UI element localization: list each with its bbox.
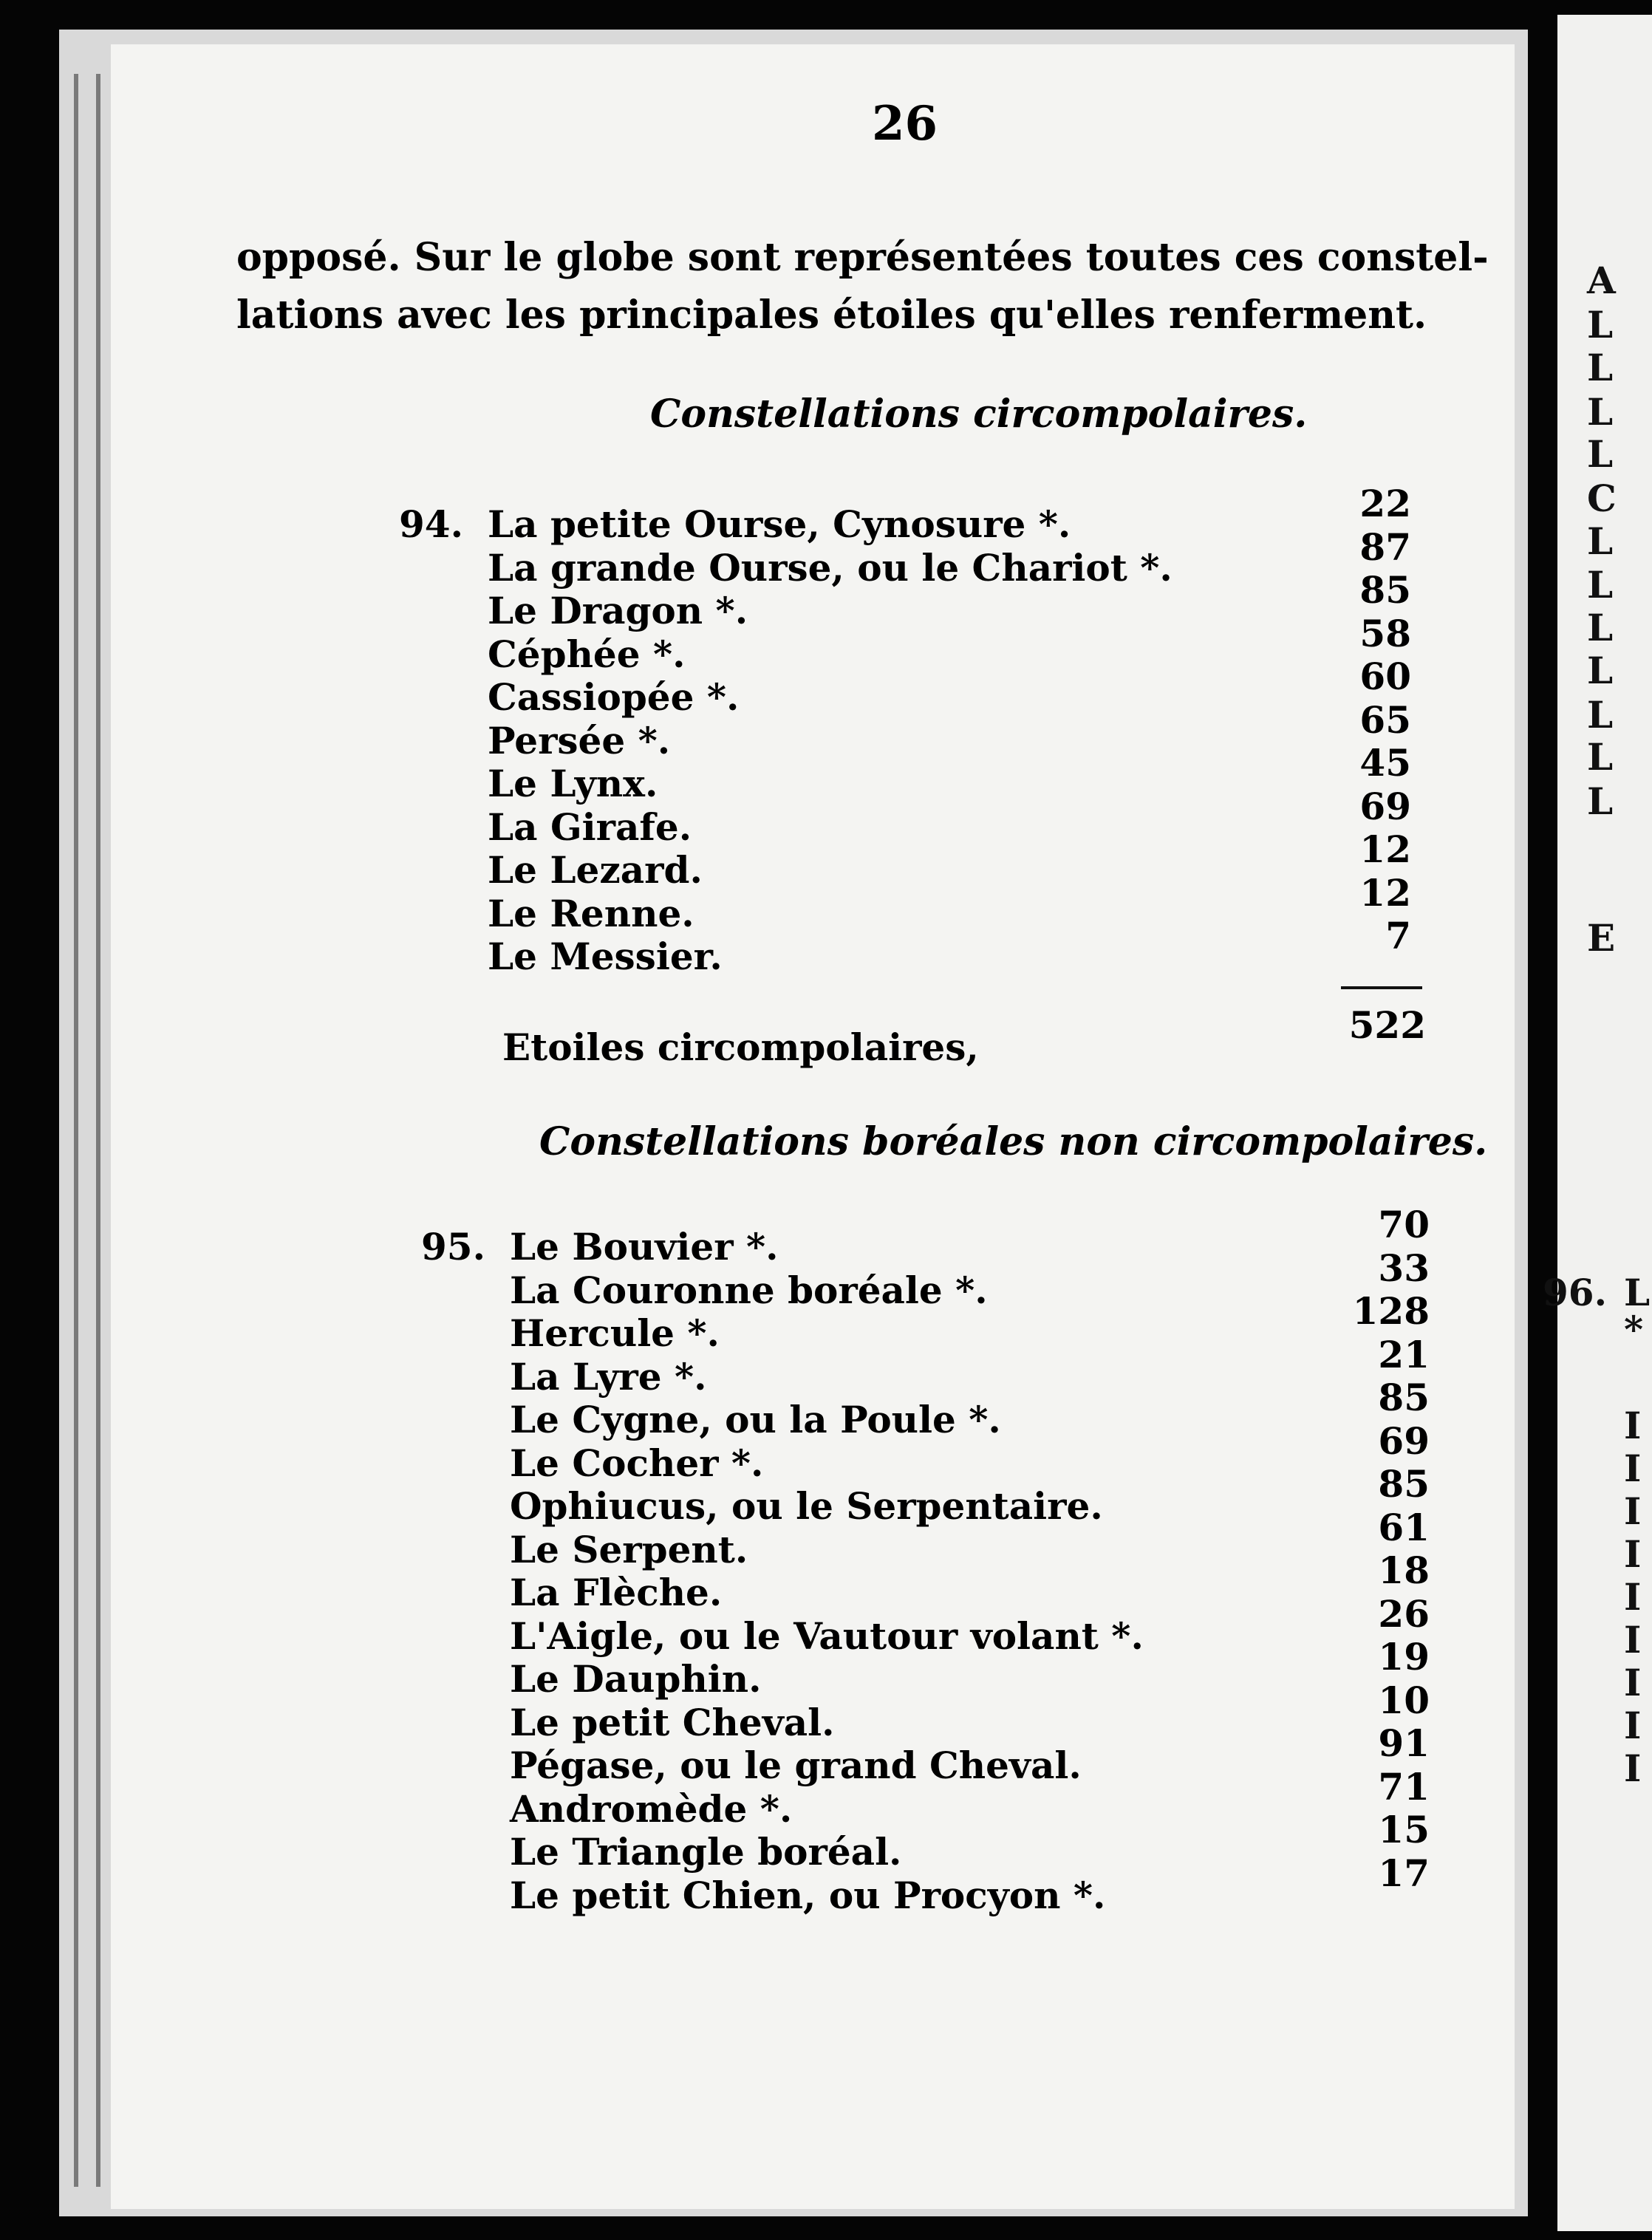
next-page-fragment: L xyxy=(1587,303,1614,346)
star-count: 65 xyxy=(1359,697,1411,742)
star-count: 10 xyxy=(1378,1678,1430,1722)
constellation-name: Le Cygne, ou la Poule *. xyxy=(510,1398,1001,1441)
intro-line: lations avec les principales étoiles qu'elles renferment. xyxy=(236,293,1427,338)
next-page-fragment: I xyxy=(1624,1704,1642,1747)
section-number: 94. xyxy=(399,502,463,546)
constellation-name: Le Lezard. xyxy=(488,848,703,892)
constellation-name: Cassiopée *. xyxy=(488,675,740,719)
constellation-name: La Girafe. xyxy=(488,805,692,849)
constellation-name: L'Aigle, ou le Vautour volant *. xyxy=(510,1614,1144,1658)
star-count: 128 xyxy=(1352,1289,1430,1333)
constellation-name: Hercule *. xyxy=(510,1311,720,1355)
next-page-fragment: E xyxy=(1587,916,1616,960)
star-count: 85 xyxy=(1359,568,1411,612)
next-page-fragment: L xyxy=(1587,649,1614,692)
constellation-name: La Flèche. xyxy=(510,1571,723,1614)
star-count: 58 xyxy=(1359,611,1411,655)
star-count: 22 xyxy=(1359,482,1411,525)
star-count: 18 xyxy=(1378,1548,1430,1592)
star-count: 12 xyxy=(1359,827,1411,871)
next-page-fragment: I xyxy=(1624,1447,1642,1490)
constellation-name: Le petit Chien, ou Procyon *. xyxy=(510,1873,1106,1917)
constellation-name: Le petit Cheval. xyxy=(510,1700,835,1744)
next-page-fragment: L xyxy=(1587,432,1614,476)
next-page-fragment: C xyxy=(1587,477,1617,520)
circumpolar-title: Constellations circompolaires. xyxy=(650,392,1308,437)
next-page-fragment: L xyxy=(1587,563,1614,607)
next-page-fragment: I xyxy=(1624,1618,1642,1662)
next-page-fragment: L xyxy=(1587,519,1614,563)
next-page-fragment: I xyxy=(1624,1489,1642,1533)
star-count: 69 xyxy=(1359,784,1411,828)
star-count: 85 xyxy=(1378,1376,1430,1419)
total-rule xyxy=(1341,986,1422,989)
page-edge xyxy=(96,74,100,2187)
next-page-fragment: L xyxy=(1587,390,1614,434)
constellation-name: Le Bouvier *. xyxy=(510,1225,779,1268)
constellation-name: Le Dragon *. xyxy=(488,589,748,632)
constellation-name: Ophiucus, ou le Serpentaire. xyxy=(510,1484,1103,1528)
star-count: 91 xyxy=(1378,1721,1430,1765)
constellation-name: La grande Ourse, ou le Chariot *. xyxy=(488,545,1173,590)
next-page-fragment: L xyxy=(1624,1271,1651,1314)
constellation-name: Céphée *. xyxy=(488,632,686,676)
star-count: 69 xyxy=(1378,1418,1430,1463)
constellation-name: Andromède *. xyxy=(510,1786,793,1831)
circumpolar-total-label: Etoiles circompolaires, xyxy=(502,1025,979,1069)
star-count: 70 xyxy=(1378,1203,1430,1246)
star-count: 71 xyxy=(1378,1764,1430,1809)
next-page-fragment: L xyxy=(1587,693,1614,737)
constellation-name: La Couronne boréale *. xyxy=(510,1268,988,1312)
star-count: 17 xyxy=(1378,1851,1430,1895)
book-gutter xyxy=(1528,0,1557,2240)
star-count: 33 xyxy=(1378,1246,1430,1290)
constellation-name: La Lyre *. xyxy=(510,1354,707,1399)
star-count: 85 xyxy=(1378,1462,1430,1506)
constellation-name: Le Lynx. xyxy=(488,762,658,805)
constellation-name: Persée *. xyxy=(488,718,671,762)
section-number: 95. xyxy=(421,1225,485,1268)
next-page-fragment: I xyxy=(1624,1575,1642,1619)
constellation-name: Le Dauphin. xyxy=(510,1657,762,1701)
next-page-fragment: 96. xyxy=(1543,1271,1607,1314)
star-count: 45 xyxy=(1359,741,1411,785)
page-number: 26 xyxy=(872,96,938,151)
star-count: 15 xyxy=(1378,1808,1430,1851)
star-count: 19 xyxy=(1378,1635,1430,1679)
constellation-name: Le Renne. xyxy=(488,891,694,935)
next-page-fragment: A xyxy=(1587,259,1616,302)
constellation-name: Le Serpent. xyxy=(510,1527,748,1571)
intro-line: opposé. Sur le globe sont représentées toutes ces constel- xyxy=(236,235,1489,280)
next-page-fragment: L xyxy=(1587,346,1614,389)
star-count: 12 xyxy=(1359,870,1411,915)
page-edge xyxy=(74,74,78,2187)
next-page-fragment: I xyxy=(1624,1532,1642,1576)
constellation-name: La petite Ourse, Cynosure *. xyxy=(488,502,1071,546)
star-count: 60 xyxy=(1359,655,1411,698)
next-page-fragment: I xyxy=(1624,1746,1642,1790)
constellation-name: Pégase, ou le grand Cheval. xyxy=(510,1744,1082,1787)
next-page-edge xyxy=(1543,15,1652,2231)
star-count: 7 xyxy=(1385,914,1411,957)
next-page-fragment: I xyxy=(1624,1404,1642,1447)
star-count: 21 xyxy=(1378,1332,1430,1376)
star-count: 87 xyxy=(1359,525,1411,569)
next-page-fragment: * xyxy=(1624,1308,1644,1351)
next-page-fragment: I xyxy=(1624,1661,1642,1704)
constellation-name: Le Messier. xyxy=(488,935,723,978)
next-page-fragment: L xyxy=(1587,735,1614,779)
constellation-name: Le Cocher *. xyxy=(510,1441,764,1485)
next-page-fragment: L xyxy=(1587,606,1614,649)
next-page-fragment: L xyxy=(1587,779,1614,823)
constellation-name: Le Triangle boréal. xyxy=(510,1830,902,1874)
circumpolar-total: 522 xyxy=(1348,1003,1426,1047)
star-count: 61 xyxy=(1378,1505,1430,1549)
star-count: 26 xyxy=(1378,1591,1430,1636)
intro-paragraph xyxy=(236,229,1522,344)
boreal-title: Constellations boréales non circompolaires. xyxy=(539,1119,1488,1164)
